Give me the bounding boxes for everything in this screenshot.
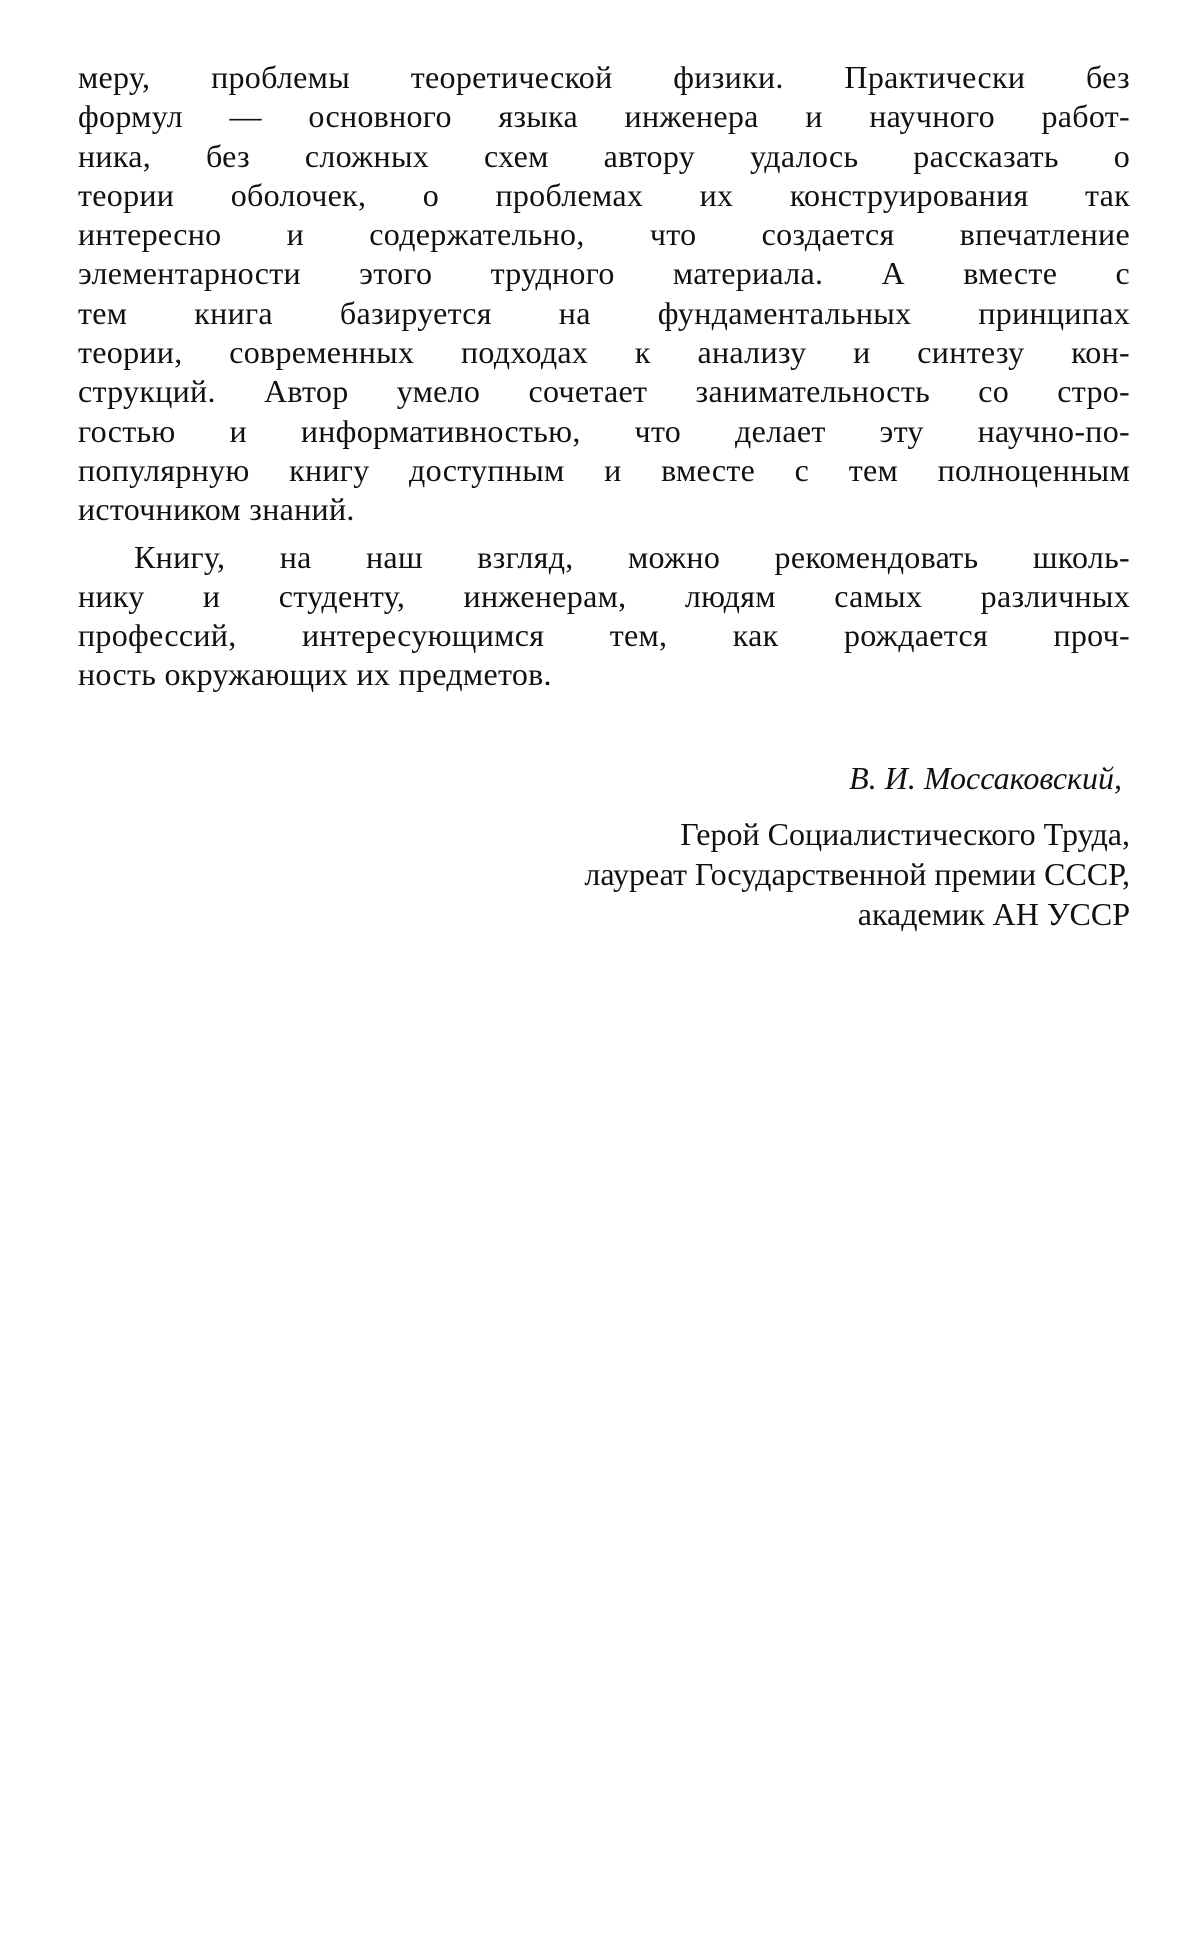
signature-title-line: лауреат Государственной премии СССР, — [584, 856, 1130, 892]
signature-name: В. И. Моссаковский, — [849, 760, 1122, 796]
text-line: гостью и информативностью, что делает эту научно-по- — [78, 412, 1130, 449]
text-line: Книгу, на наш взгляд, можно рекомендовать школь- — [134, 538, 1130, 575]
text-line: теории, современных подходах к анализу и синтезу кон- — [78, 334, 1130, 371]
text-line: интересно и содержательно, что создается впечатление — [78, 216, 1130, 253]
text-line: ника, без сложных схем автору удалось рассказать о — [78, 137, 1130, 174]
text-line: тем книга базируется на фундаментальных принципах — [78, 294, 1130, 331]
text-line: меру, проблемы теоретической физики. Практически без — [78, 59, 1130, 95]
document-page — [78, 58, 1130, 932]
signature-titles — [78, 814, 1130, 934]
text-line: источником знаний. — [78, 491, 355, 528]
body-text — [78, 58, 1130, 695]
signature-title-line: академик АН УССР — [857, 896, 1130, 932]
text-line: популярную книгу доступным и вместе с тем полноценным — [78, 451, 1130, 488]
text-line: теории оболочек, о проблемах их конструирования так — [78, 176, 1130, 213]
text-line: элементарности этого трудного материала. А вместе с — [78, 255, 1130, 292]
text-line: ность окружающих их предметов. — [78, 656, 552, 693]
signature-title-line: Герой Социалистического Труда, — [680, 816, 1130, 852]
text-line: струкций. Автор умело сочетает занимательность со стро- — [78, 373, 1130, 410]
text-line: нику и студенту, инженерам, людям самых различных — [78, 577, 1130, 614]
text-line: формул — основного языка инженера и научного работ- — [78, 98, 1130, 135]
signature-block — [78, 758, 1130, 934]
paragraph-2 — [78, 538, 1130, 695]
paragraph-1 — [78, 58, 1130, 530]
text-line: профессий, интересующимся тем, как рождается проч- — [78, 617, 1130, 654]
